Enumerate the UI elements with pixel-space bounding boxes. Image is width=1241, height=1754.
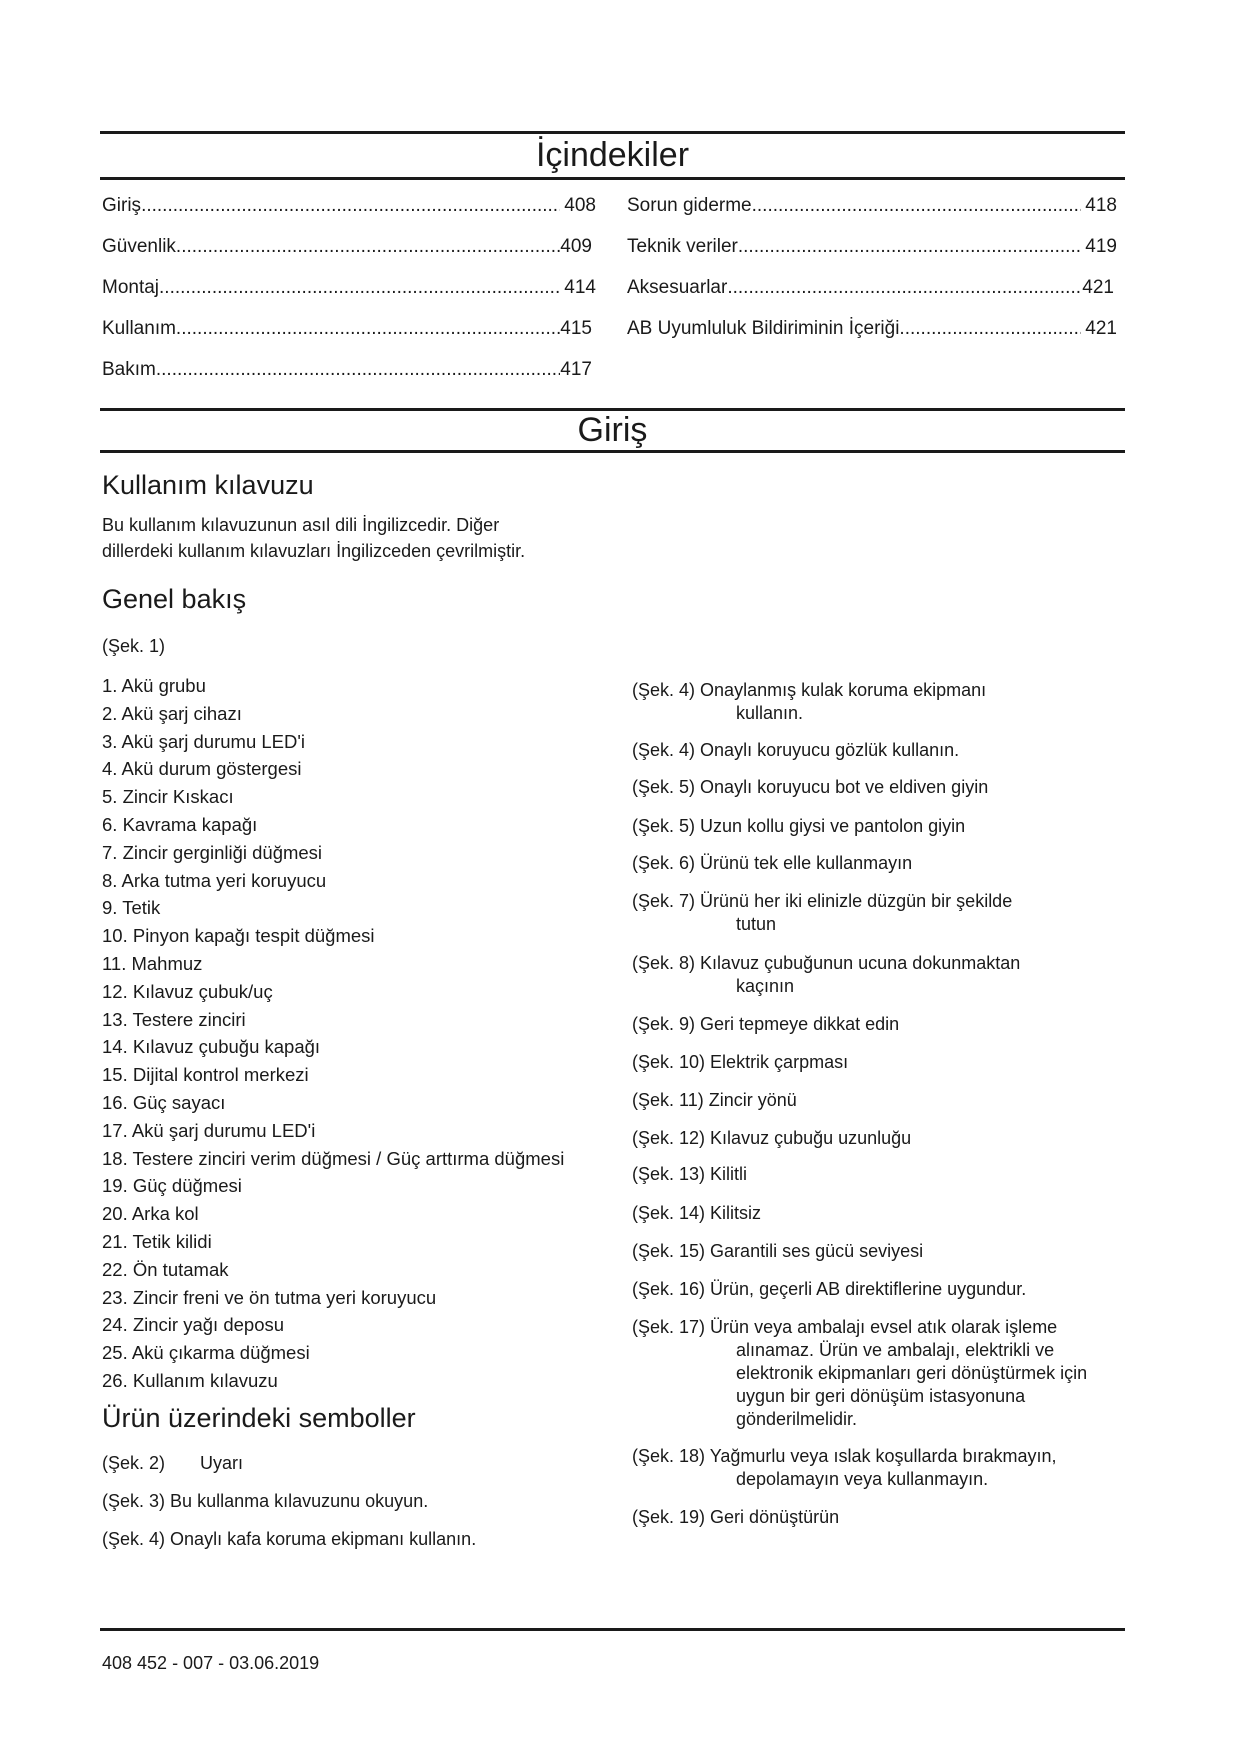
symbol-text-cont: tutun bbox=[736, 914, 777, 934]
symbol-text: Ürünü tek elle kullanmayın bbox=[700, 853, 913, 873]
symbol-text: Uzun kollu giysi ve pantolon giyin bbox=[700, 816, 966, 836]
figure-ref: (Şek. 4) bbox=[102, 1529, 166, 1549]
symbol-entry bbox=[632, 1445, 1057, 1491]
list-item: 19. Güç düğmesi bbox=[102, 1175, 242, 1197]
symbol-entry bbox=[632, 852, 912, 875]
list-item: 11. Mahmuz bbox=[102, 952, 203, 974]
toc-top-rule bbox=[100, 131, 1125, 134]
toc-entry-ab-uyumluluk[interactable] bbox=[627, 318, 1117, 340]
figure-ref: (Şek. 5) bbox=[632, 816, 696, 836]
symbol-text: Onaylı kafa koruma ekipmanı kullanın. bbox=[170, 1529, 477, 1549]
toc-entry-bakim[interactable] bbox=[102, 359, 592, 381]
toc-entry-page: 409 bbox=[560, 236, 592, 257]
manual-text-line: Bu kullanım kılavuzunun asıl dili İngilizcedir. Diğer bbox=[102, 515, 500, 535]
symbol-text-cont: kullanın. bbox=[736, 703, 804, 723]
symbol-text: Onaylı koruyucu bot ve eldiven giyin bbox=[700, 777, 989, 797]
list-item: 12. Kılavuz çubuk/uç bbox=[102, 980, 273, 1002]
list-item: 3. Akü şarj durumu LED'i bbox=[102, 730, 306, 752]
list-item: 24. Zincir yağı deposu bbox=[102, 1314, 285, 1336]
symbol-text: Ürün veya ambalajı evsel atık olarak işleme bbox=[710, 1317, 1058, 1337]
toc-entry-page: 418 bbox=[1085, 195, 1117, 216]
figure-ref: (Şek. 11) bbox=[632, 1090, 704, 1110]
toc-entry-label: Güvenlik bbox=[102, 236, 176, 257]
list-item: 25. Akü çıkarma düğmesi bbox=[102, 1342, 310, 1364]
symbol-entry bbox=[102, 1528, 476, 1551]
manual-text-line: dillerdeki kullanım kılavuzları İngilizceden çevrilmiştir. bbox=[102, 541, 526, 561]
symbol-entry bbox=[632, 1051, 848, 1074]
figure-ref: (Şek. 18) bbox=[632, 1446, 706, 1466]
toc-entry-label: Giriş bbox=[102, 195, 142, 216]
symbol-text: Kılavuz çubuğunun ucuna dokunmaktan bbox=[700, 953, 1021, 973]
toc-entry-page: 417 bbox=[560, 359, 592, 380]
overview-heading: Genel bakış bbox=[102, 584, 247, 614]
figure-ref: (Şek. 7) bbox=[632, 891, 696, 911]
toc-entry-page: 421 bbox=[1085, 318, 1117, 339]
symbol-entry bbox=[632, 679, 986, 725]
toc-title: İçindekiler bbox=[535, 136, 690, 174]
symbol-text: Garantili ses gücü seviyesi bbox=[710, 1241, 924, 1261]
symbol-entry bbox=[102, 1452, 243, 1475]
figure-ref: (Şek. 19) bbox=[632, 1507, 706, 1527]
figure-ref: (Şek. 17) bbox=[632, 1317, 706, 1337]
symbol-text: Zincir yönü bbox=[708, 1090, 797, 1110]
symbol-text: Geri tepmeye dikkat edin bbox=[700, 1014, 900, 1034]
symbol-text: Onaylı koruyucu gözlük kullanın. bbox=[700, 740, 960, 760]
figure-ref: (Şek. 14) bbox=[632, 1203, 706, 1223]
symbol-entry bbox=[632, 890, 1012, 936]
symbol-entry bbox=[632, 1013, 899, 1036]
toc-entry-kullanim[interactable] bbox=[102, 318, 592, 340]
list-item: 22. Ön tutamak bbox=[102, 1258, 229, 1280]
list-item: 13. Testere zinciri bbox=[102, 1008, 246, 1030]
toc-entry-page: 408 bbox=[564, 195, 596, 216]
symbol-entry bbox=[632, 952, 1020, 998]
symbol-text: Onaylanmış kulak koruma ekipmanı bbox=[700, 680, 987, 700]
manual-text bbox=[102, 512, 622, 564]
symbol-entry bbox=[632, 1506, 839, 1529]
list-item: 15. Dijital kontrol merkezi bbox=[102, 1064, 309, 1086]
toc-title-rule bbox=[100, 177, 1125, 180]
symbol-entry bbox=[632, 1240, 923, 1263]
symbol-text: Kilitli bbox=[710, 1164, 748, 1184]
list-item: 1. Akü grubu bbox=[102, 675, 206, 696]
symbol-entry bbox=[632, 776, 988, 799]
figure-ref: (Şek. 16) bbox=[632, 1279, 706, 1299]
list-item: 4. Akü durum göstergesi bbox=[102, 758, 302, 780]
toc-entry-page: 421 bbox=[1082, 277, 1114, 298]
figure-ref: (Şek. 5) bbox=[632, 777, 696, 797]
symbol-text: Yağmurlu veya ıslak koşullarda bırakmayın, bbox=[709, 1446, 1057, 1466]
list-item: 17. Akü şarj durumu LED'i bbox=[102, 1119, 316, 1141]
symbol-text: Geri dönüştürün bbox=[710, 1507, 840, 1527]
manual-heading: Kullanım kılavuzu bbox=[102, 470, 314, 500]
figure-ref: (Şek. 15) bbox=[632, 1241, 706, 1261]
toc-entry-guvenlik[interactable] bbox=[102, 236, 592, 258]
figure-ref: (Şek. 13) bbox=[632, 1164, 706, 1184]
toc-entry-label: Teknik veriler bbox=[627, 236, 738, 257]
figure-ref: (Şek. 2) bbox=[102, 1453, 166, 1473]
list-item: 7. Zincir gerginliği düğmesi bbox=[102, 841, 323, 863]
toc-entry-teknik-veriler[interactable] bbox=[627, 236, 1117, 258]
toc-entry-label: Kullanım bbox=[102, 318, 176, 339]
symbol-text: Uyarı bbox=[200, 1453, 244, 1473]
symbol-text: Ürün, geçerli AB direktiflerine uygundur. bbox=[710, 1279, 1027, 1299]
toc-entry-label: Bakım bbox=[102, 359, 156, 380]
list-item: 5. Zincir Kıskacı bbox=[102, 786, 234, 808]
figure-ref: (Şek. 4) bbox=[632, 680, 696, 700]
list-item: 20. Arka kol bbox=[102, 1203, 199, 1225]
list-item: 23. Zincir freni ve ön tutma yeri koruyucu bbox=[102, 1286, 437, 1308]
list-item: 14. Kılavuz çubuğu kapağı bbox=[102, 1036, 321, 1058]
figure-ref: (Şek. 12) bbox=[632, 1128, 706, 1148]
list-item: 21. Tetik kilidi bbox=[102, 1230, 212, 1252]
toc-entry-label: AB Uyumluluk Bildiriminin İçeriği bbox=[627, 318, 900, 339]
toc-entry-page: 414 bbox=[564, 277, 596, 298]
symbol-entry bbox=[632, 1127, 911, 1150]
figure-ref: (Şek. 8) bbox=[632, 953, 696, 973]
figure-ref: (Şek. 10) bbox=[632, 1052, 706, 1072]
figure-ref: (Şek. 4) bbox=[632, 740, 696, 760]
figure-ref: (Şek. 6) bbox=[632, 853, 696, 873]
symbol-entry bbox=[632, 1163, 747, 1186]
symbol-entry bbox=[632, 1316, 1132, 1431]
symbol-text: Bu kullanma kılavuzunu okuyun. bbox=[170, 1491, 429, 1511]
list-item: 8. Arka tutma yeri koruyucu bbox=[102, 869, 327, 891]
list-item: 9. Tetik bbox=[102, 897, 161, 919]
footer-rule bbox=[100, 1628, 1125, 1631]
list-item: 6. Kavrama kapağı bbox=[102, 813, 258, 835]
symbol-text-cont: kaçının bbox=[736, 976, 795, 996]
symbol-text: Ürünü her iki elinizle düzgün bir şekilde bbox=[700, 891, 1013, 911]
toc-entry-label: Montaj bbox=[102, 277, 160, 298]
symbol-entry bbox=[632, 1089, 797, 1112]
symbol-text: Elektrik çarpması bbox=[710, 1052, 849, 1072]
toc-entry-aksesuarlar[interactable] bbox=[627, 277, 1114, 299]
symbol-entry bbox=[632, 739, 959, 762]
toc-entry-label: Aksesuarlar bbox=[627, 277, 728, 298]
symbol-entry bbox=[632, 1202, 761, 1225]
list-item: 16. Güç sayacı bbox=[102, 1091, 226, 1113]
symbol-text: Kılavuz çubuğu uzunluğu bbox=[710, 1128, 912, 1148]
intro-title-rule bbox=[100, 450, 1125, 453]
toc-entry-sorun-giderme[interactable] bbox=[627, 195, 1117, 217]
toc-entry-page: 415 bbox=[560, 318, 592, 339]
symbols-heading: Ürün üzerindeki semboller bbox=[102, 1403, 416, 1433]
symbol-entry bbox=[632, 815, 965, 838]
section-title: Giriş bbox=[577, 411, 648, 449]
toc-entry-page: 419 bbox=[1085, 236, 1117, 257]
list-item: 18. Testere zinciri verim düğmesi / Güç arttırma düğmesi bbox=[102, 1147, 565, 1169]
overview-figure-ref: (Şek. 1) bbox=[102, 636, 166, 656]
overview-list bbox=[102, 672, 564, 1395]
symbol-text-cont: alınamaz. Ürün ve ambalajı, elektrikli ve elektronik ekipmanları geri dönüştürmek için uygun bir geri dönüşüm istasyonuna gönderilmelidir. bbox=[736, 1340, 1088, 1429]
figure-ref: (Şek. 3) bbox=[102, 1491, 166, 1511]
symbol-text: Kilitsiz bbox=[710, 1203, 762, 1223]
list-item: 26. Kullanım kılavuzu bbox=[102, 1369, 278, 1391]
list-item: 10. Pinyon kapağı tespit düğmesi bbox=[102, 925, 375, 947]
toc-entry-giris[interactable] bbox=[102, 195, 596, 217]
symbol-entry bbox=[102, 1490, 428, 1513]
page-footer: 408 452 - 007 - 03.06.2019 bbox=[102, 1653, 320, 1673]
symbol-entry bbox=[632, 1278, 1026, 1301]
list-item: 2. Akü şarj cihazı bbox=[102, 702, 242, 724]
symbol-text-cont: depolamayın veya kullanmayın. bbox=[736, 1469, 989, 1489]
figure-ref: (Şek. 9) bbox=[632, 1014, 696, 1034]
toc-entry-label: Sorun giderme bbox=[627, 195, 752, 216]
toc-entry-montaj[interactable] bbox=[102, 277, 596, 299]
